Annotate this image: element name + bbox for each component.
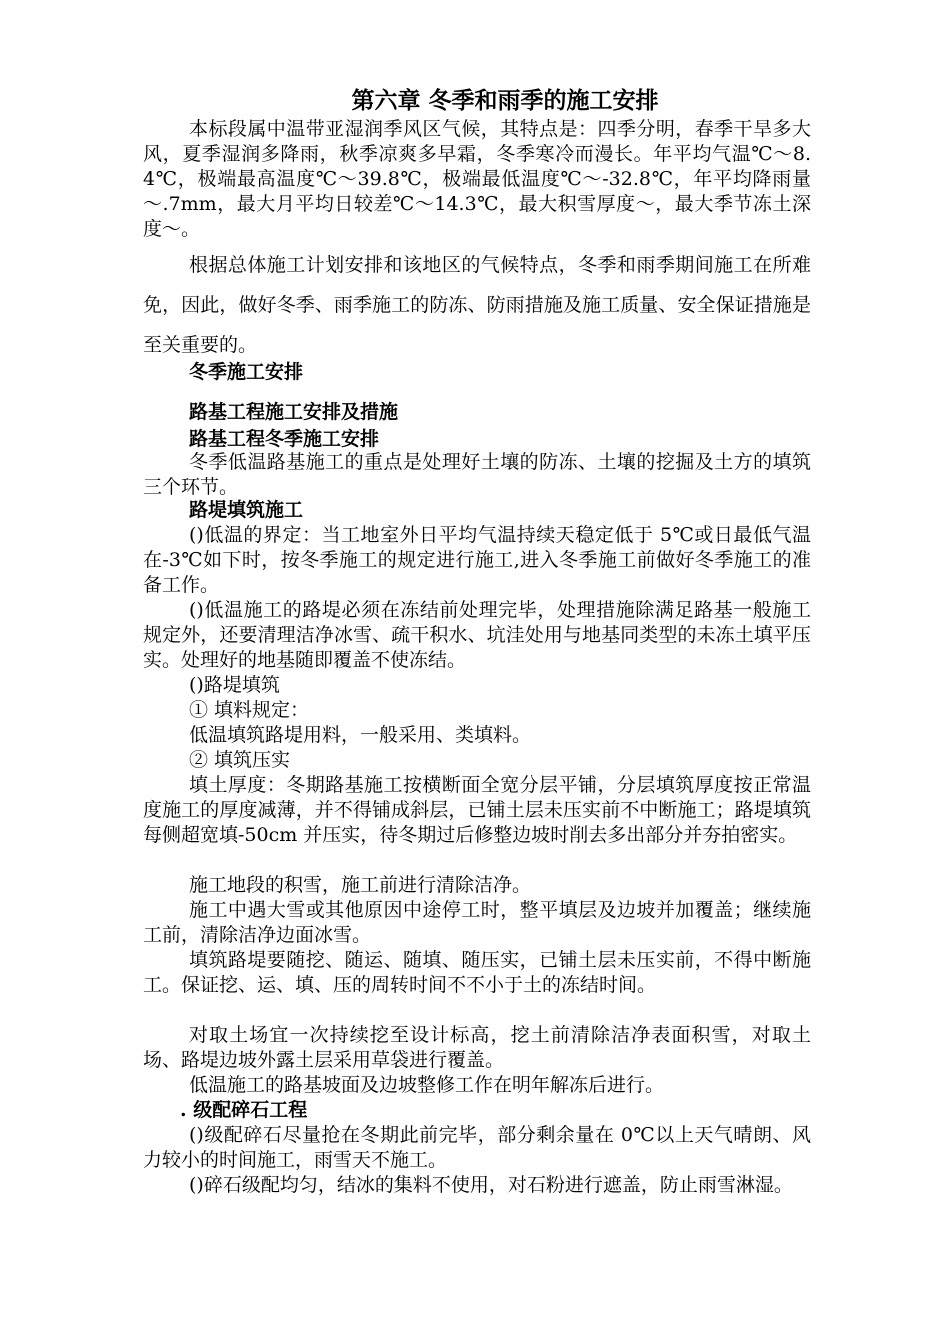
- fill-heading-paragraph: ()路堤填筑: [189, 674, 280, 696]
- heading-subgrade-winter: 路基工程冬季施工安排: [189, 428, 380, 450]
- focus-paragraph: 冬季低温路基施工的重点是处理好土壤的防冻、土壤的挖掘及土方的填筑三个环节。: [143, 451, 811, 498]
- climate-paragraph: 本标段属中温带亚湿润季风区气候，其特点是：四季分明，春季干旱多大风，夏季湿润多降雨，秋季凉爽多早霜，冬季寒冷而漫长。年平均气温℃～8.4℃，极端最高温度℃～39.8℃，极端最低温度℃～-32.8℃，年平均降雨量～.7mm，最大月平均日较差℃～14.3℃，最大积雪厚度～，最大季节冻土深度～。: [143, 118, 811, 240]
- plan-paragraph: 根据总体施工计划安排和该地区的气候特点，冬季和雨季期间施工在所难免，因此，做好冬季、雨季施工的防冻、防雨措施及施工质量、安全保证措施是至关重要的。: [143, 254, 811, 356]
- heading-subgrade-measures: 路基工程施工安排及措施: [189, 401, 399, 423]
- fill-material-paragraph: 低温填筑路堤用料，一般采用、类填料。: [189, 724, 532, 746]
- thickness-paragraph: 填土厚度：冬期路基施工按横断面全宽分层平铺，分层填筑厚度按正常温度施工的厚度减薄，并不得铺成斜层，已铺土层未压实前不中断施工；路堤填筑每侧超宽填-50cm 并压实，待冬期过后修整边坡时削去多出部分并夯拍密实。: [143, 774, 811, 846]
- slope-paragraph: 低温施工的路基坡面及边坡整修工作在明年解冻后进行。: [189, 1074, 665, 1096]
- base-treatment-paragraph: ()低温施工的路堤必须在冻结前处理完毕，处理措施除满足路基一般施工规定外，还要清理洁净冰雪、疏干积水、坑洼处用与地基同类型的未冻土填平压实。处理好的地基随即覆盖不使冻结。: [143, 599, 811, 671]
- compaction-paragraph: ② 填筑压实: [189, 749, 291, 771]
- snow-clear-paragraph: 施工地段的积雪，施工前进行清除洁净。: [189, 874, 532, 896]
- gravel-paragraph-2: ()碎石级配均匀，结冰的集料不使用，对石粉进行遮盖，防止雨雪淋湿。: [189, 1174, 793, 1196]
- heading-graded-gravel: . 级配碎石工程: [180, 1099, 308, 1121]
- continuous-fill-paragraph: 填筑路堤要随挖、随运、随填、随压实，已铺土层未压实前，不得中断施工。保证挖、运、填、压的周转时间不不小于土的冻结时间。: [143, 949, 811, 996]
- gravel-paragraph-1: ()级配碎石尽量抢在冬期此前完毕，部分剩余量在 0℃以上天气晴朗、风力较小的时间施工，雨雪天不施工。: [143, 1124, 811, 1171]
- lowtemp-definition-paragraph: ()低温的界定：当工地室外日平均气温持续天稳定低于 5℃或日最低气温在-3℃如下时，按冬季施工的规定进行施工,进入冬季施工前做好冬季施工的准备工作。: [143, 524, 811, 596]
- heading-winter-construction: 冬季施工安排: [189, 361, 304, 383]
- borrow-pit-paragraph: 对取土场宜一次持续挖至设计标高，挖土前清除洁净表面积雪，对取土场、路堤边坡外露土层采用草袋进行覆盖。: [143, 1024, 811, 1071]
- heading-embankment: 路堤填筑施工: [189, 499, 304, 521]
- chapter-title: 第六章 冬季和雨季的施工安排: [351, 87, 659, 114]
- heavy-snow-paragraph: 施工中遇大雪或其他原因中途停工时，整平填层及边坡并加覆盖；继续施工前，清除洁净边面冰雪。: [143, 899, 811, 946]
- fill-rule-paragraph: ① 填料规定：: [189, 699, 310, 721]
